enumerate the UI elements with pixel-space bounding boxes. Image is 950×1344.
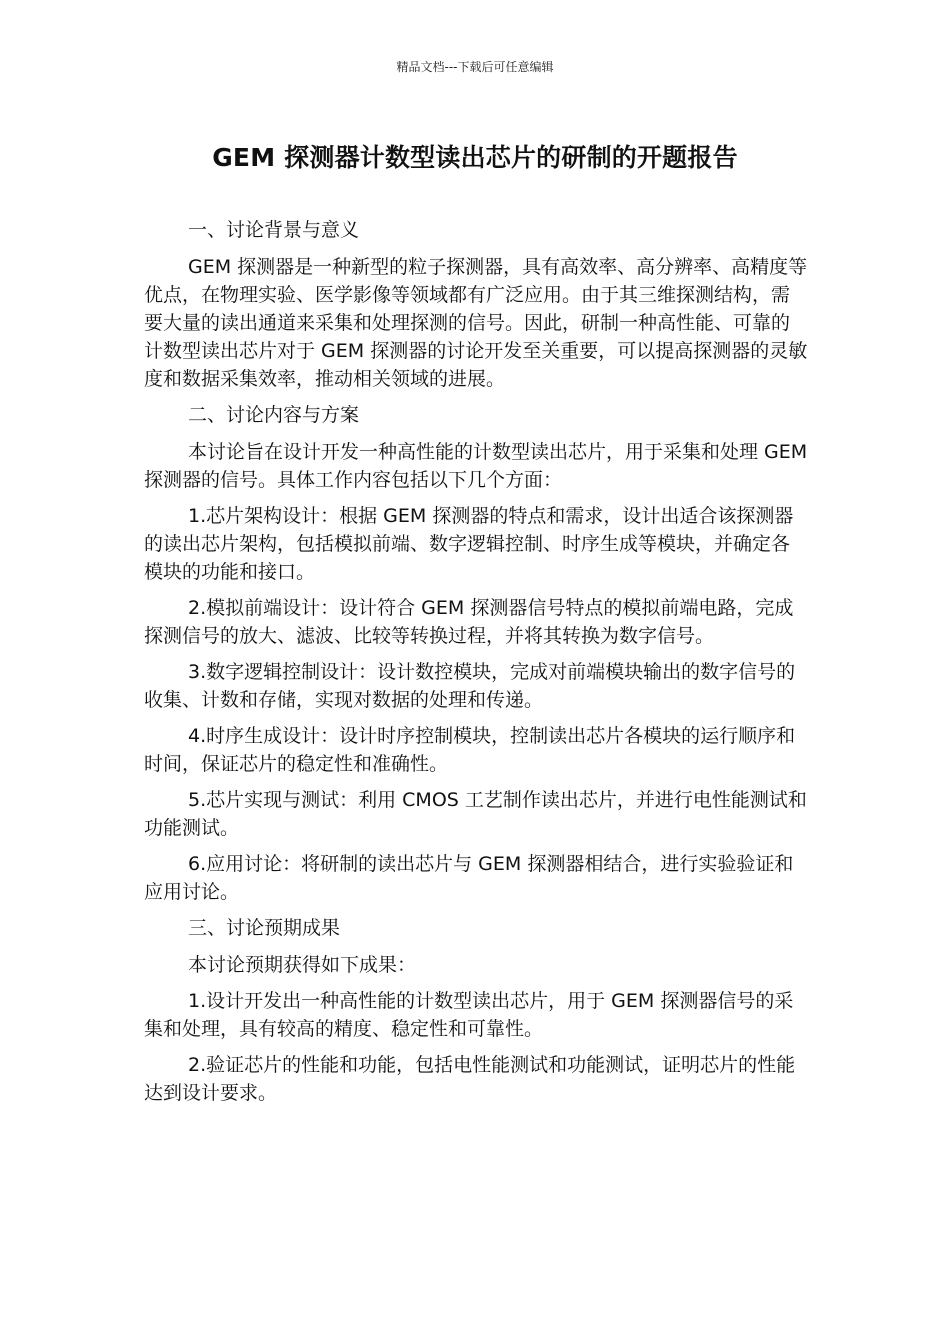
paragraph-content-intro: 本讨论旨在设计开发一种高性能的计数型读出芯片，用于采集和处理 GEM 探测器的信号。具体工作内容包括以下几个方面： [144, 441, 808, 491]
list-item-analog-frontend: 2.模拟前端设计：设计符合 GEM 探测器信号特点的模拟前端电路，完成探测信号的放大、滤波、比较等转换过程，并将其转换为数字信号。 [144, 597, 794, 647]
document-title: GEM 探测器计数型读出芯片的研制的开题报告 [212, 143, 738, 172]
section-heading-background: 一、讨论背景与意义 [188, 219, 360, 241]
list-item-application: 6.应用讨论：将研制的读出芯片与 GEM 探测器相结合，进行实验验证和应用讨论。 [144, 853, 794, 903]
document-body [144, 216, 808, 1115]
list-item-implementation: 5.芯片实现与测试：利用 CMOS 工艺制作读出芯片，并进行电性能测试和功能测试。 [144, 789, 807, 839]
list-item-result-verify: 2.验证芯片的性能和功能，包括电性能测试和功能测试，证明芯片的性能达到设计要求。 [144, 1054, 796, 1104]
list-item-result-chip: 1.设计开发出一种高性能的计数型读出芯片，用于 GEM 探测器信号的采集和处理，具有较高的精度、稳定性和可靠性。 [144, 990, 794, 1040]
list-item-timing: 4.时序生成设计：设计时序控制模块，控制读出芯片各模块的运行顺序和时间，保证芯片的稳定性和准确性。 [144, 725, 796, 775]
list-item-architecture: 1.芯片架构设计：根据 GEM 探测器的特点和需求，设计出适合该探测器的读出芯片架构，包括模拟前端、数字逻辑控制、时序生成等模块，并确定各模块的功能和接口。 [144, 505, 794, 583]
paragraph-background: GEM 探测器是一种新型的粒子探测器，具有高效率、高分辨率、高精度等优点，在物理实验、医学影像等领域都有广泛应用。由于其三维探测结构，需要大量的读出通道来采集和处理探测的信号。因此，研制一种高性能、可靠的计数型读出芯片对于 GEM 探测器的讨论开发至关重要，可以提高探测器的灵敏度和数据采集效率，推动相关领域的进展。 [144, 256, 808, 390]
section-heading-results: 三、讨论预期成果 [188, 917, 341, 939]
paragraph-results-intro: 本讨论预期获得如下成果： [188, 954, 417, 976]
section-heading-content: 二、讨论内容与方案 [188, 404, 360, 426]
list-item-digital-logic: 3.数字逻辑控制设计：设计数控模块，完成对前端模块输出的数字信号的收集、计数和存储，实现对数据的处理和传递。 [144, 661, 796, 711]
page-header: 精品文档---下载后可任意编辑 [396, 60, 554, 74]
